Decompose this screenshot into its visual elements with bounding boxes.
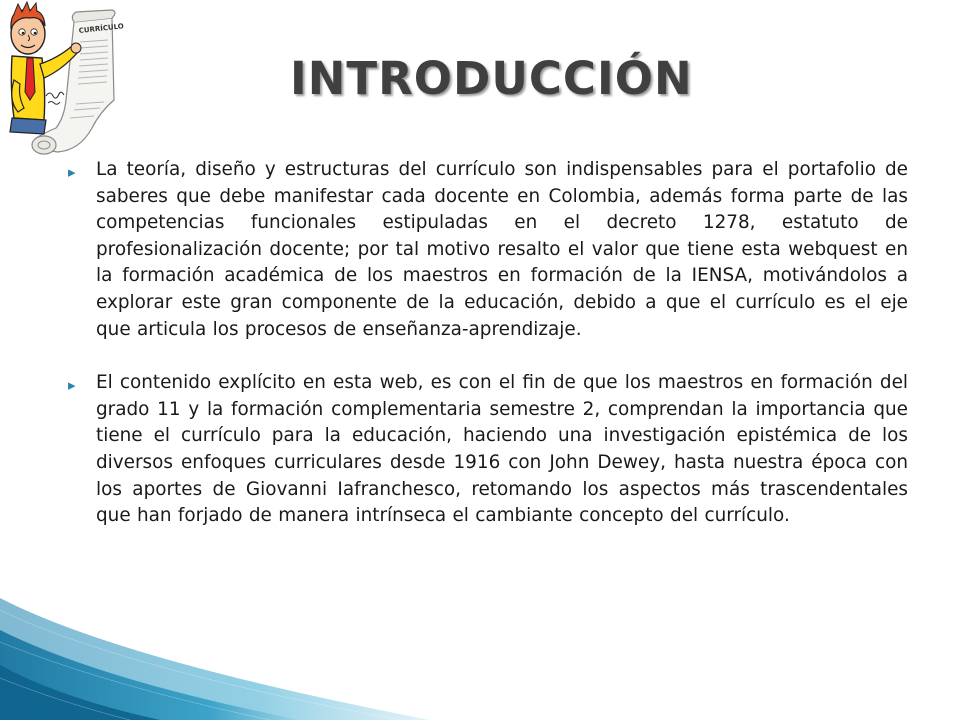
slide-title: INTRODUCCIÓN (290, 52, 693, 106)
decorative-swoosh (0, 590, 430, 720)
bullet-list (66, 157, 908, 557)
bullet-arrow-icon: ▸ (68, 163, 76, 181)
bullet-item (66, 157, 908, 343)
bullet-item (66, 370, 908, 530)
scroll-signature (46, 92, 64, 98)
bullet-arrow-icon: ▸ (68, 376, 76, 395)
bullet-text: La teoría, diseño y estructuras del currículo son indispensables para el portafolio de saberes que debe manifestar cada docente en Colombia, además forma parte de las competencias funcionales estipuladas en el decreto 1278, estatuto de profesionalización docente; por tal motivo resalto el valor que tiene esta webquest en la formación académica de los maestros en formación de la IENSA, motivándolos a explorar este gran componente de la educación, debido a que el currículo es el eje que articula los procesos de enseñanza-aprendizaje. (96, 159, 908, 340)
man-holding-curriculum-scroll-icon (0, 0, 135, 165)
bullet-text: El contenido explícito en esta web, es con el fin de que los maestros en formación del grado 11 y la formación complementaria semestre 2, comprendan la importancia que tiene el currículo para la educación, haciendo una investigación epistémica de los diversos enfoques curriculares desde 1916 con John Dewey, hasta nuestra época con los aportes de Giovanni Iafranchesco, retomando los aspectos más trascendentales que han forjado de manera intrínseca el cambiante concepto del currículo. (96, 372, 908, 527)
scroll-heading: CURRÍCULO (78, 22, 125, 35)
